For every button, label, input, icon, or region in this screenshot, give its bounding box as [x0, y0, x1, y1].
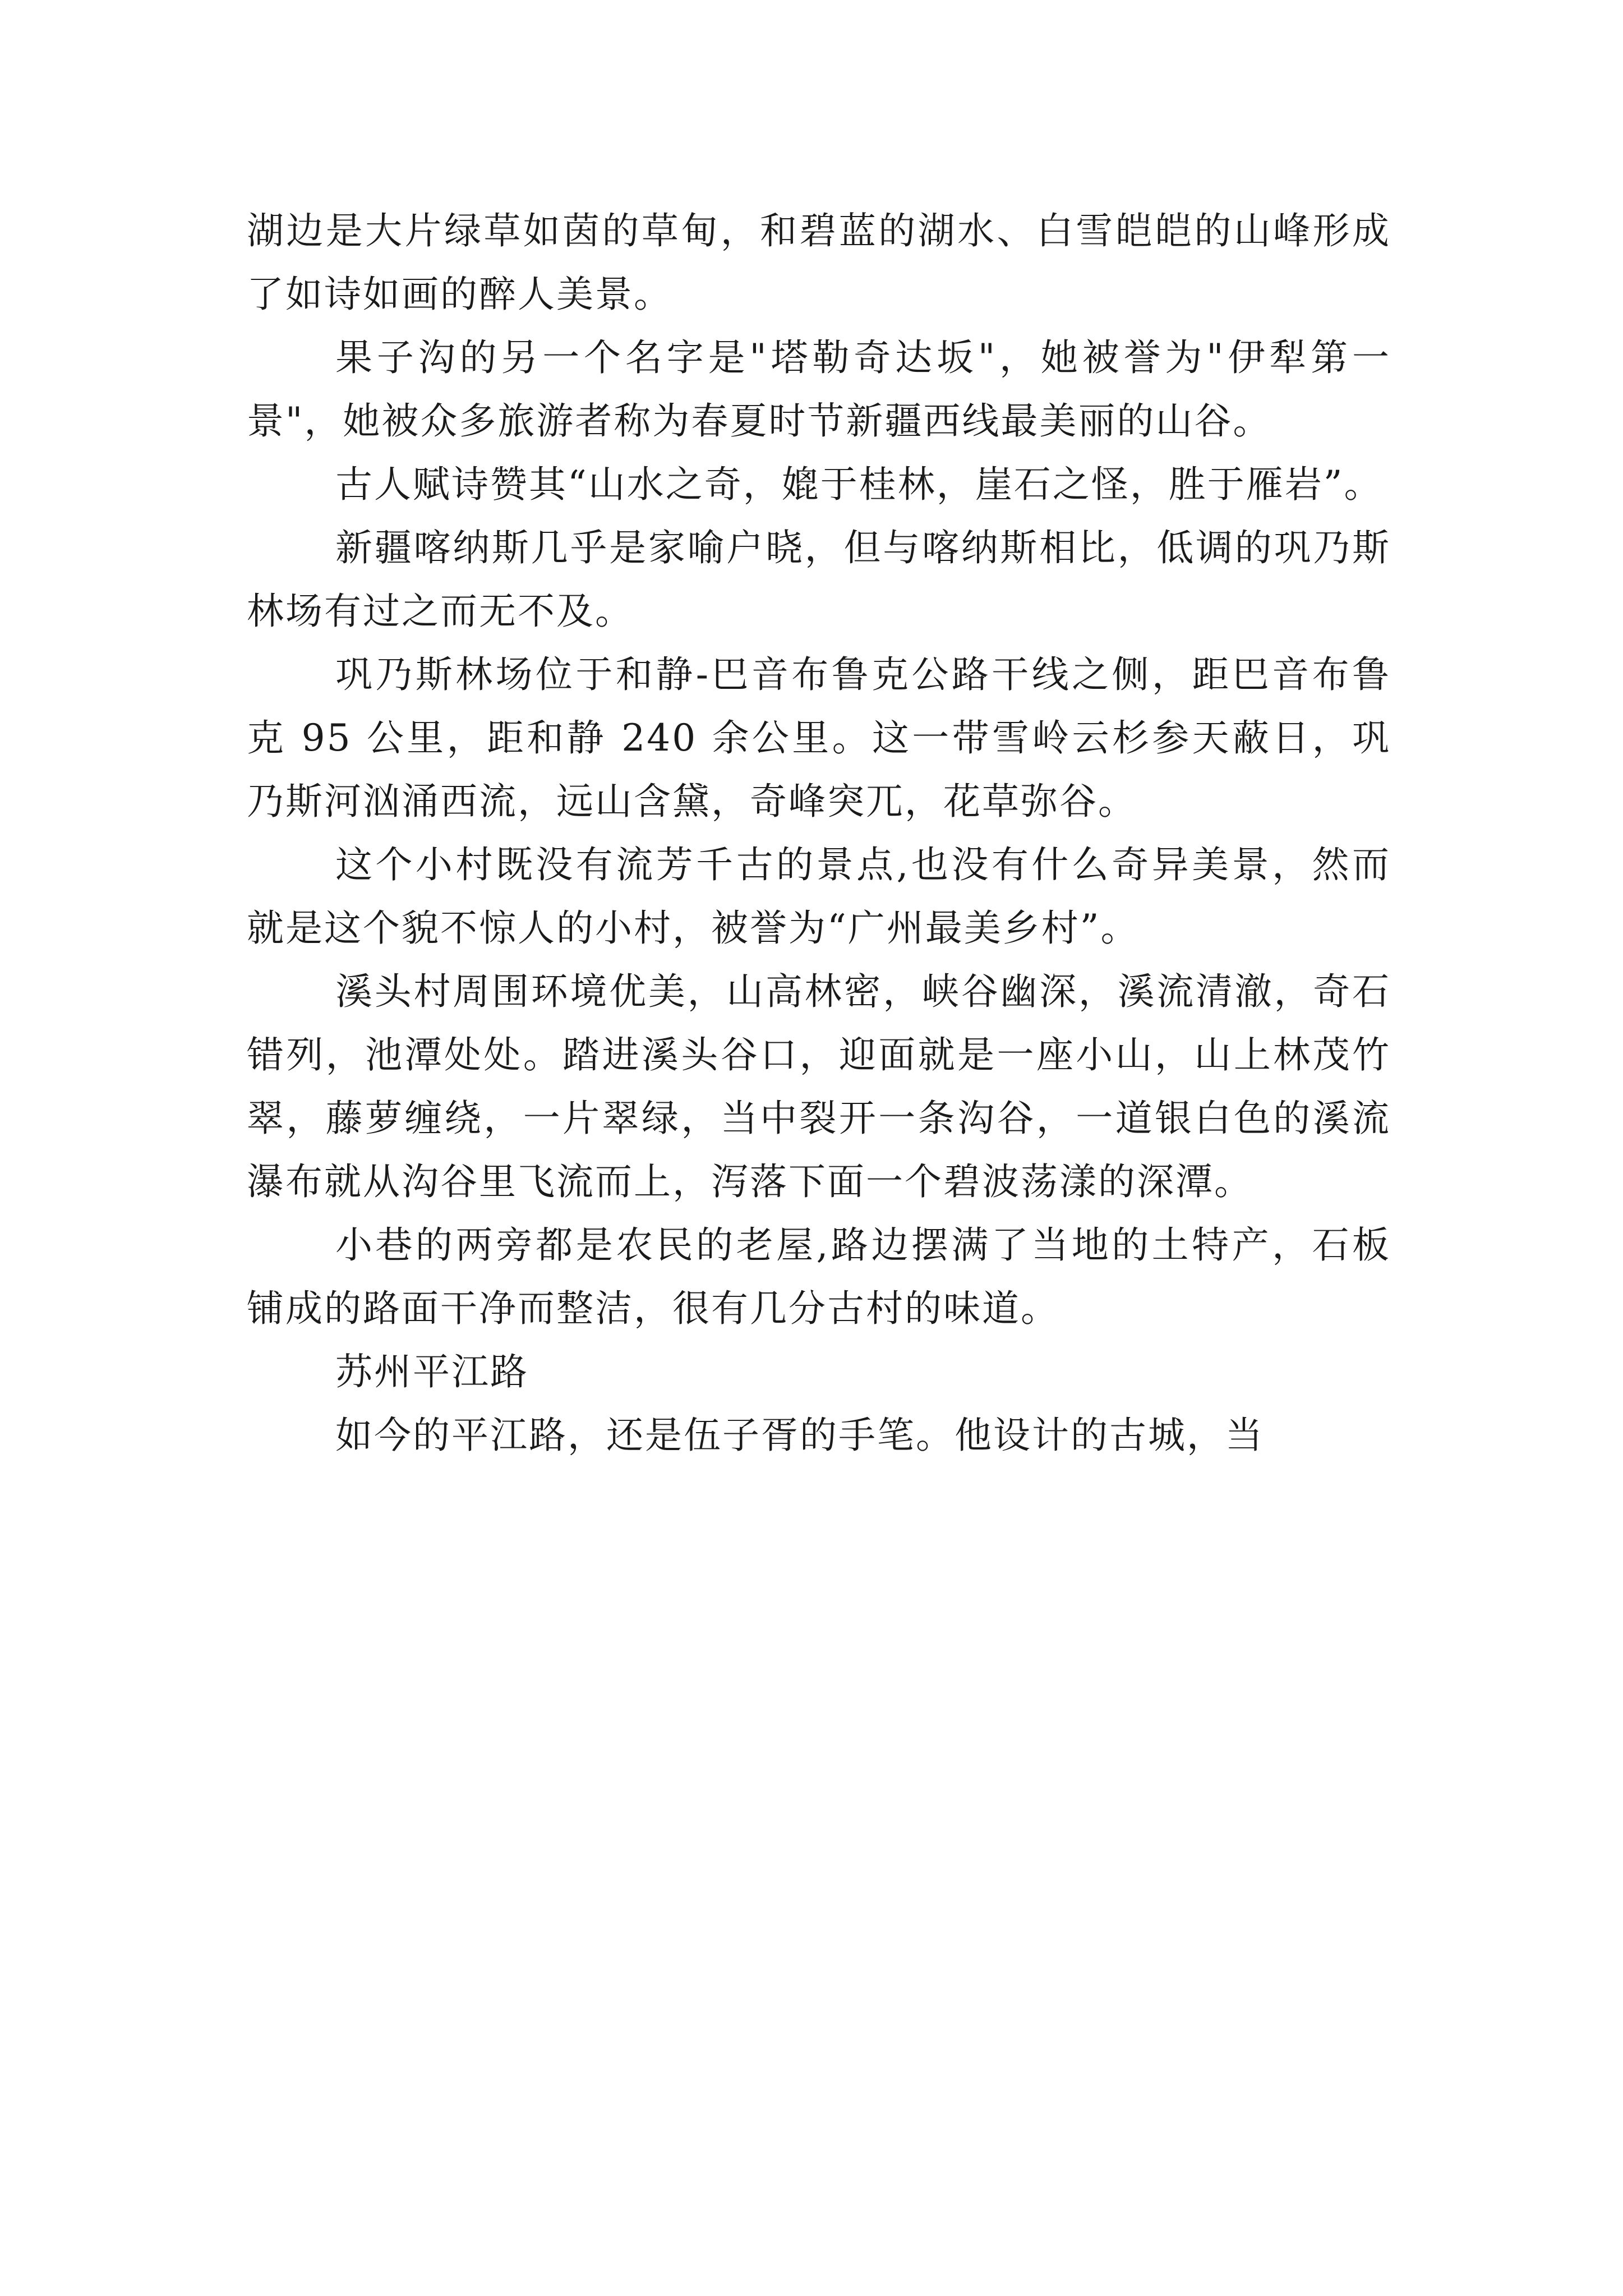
paragraph: 溪头村周围环境优美，山高林密，峡谷幽深，溪流清澈，奇石错列，池潭处处。踏进溪头谷口，迎面就是一座小山，山上林茂竹翠，藤萝缠绕，一片翠绿，当中裂开一条沟谷，一道银白色的溪流瀑布就从沟谷里飞流而上，泻落下面一个碧波荡漾的深潭。 [247, 970, 1391, 1203]
paragraph: 新疆喀纳斯几乎是家喻户晓，但与喀纳斯相比，低调的巩乃斯林场有过之而无不及。 [247, 526, 1391, 633]
paragraph: 小巷的两旁都是农民的老屋,路边摆满了当地的土特产，石板铺成的路面干净而整洁，很有几分古村的味道。 [247, 1223, 1391, 1330]
paragraph: 古人赋诗赞其“山水之奇，媲于桂林，崖石之怪，胜于雁岩”。 [335, 463, 1383, 506]
paragraph: 如今的平江路，还是伍子胥的手笔。他设计的古城，当 [335, 1414, 1264, 1457]
paragraph: 这个小村既没有流芳千古的景点,也没有什么奇异美景，然而就是这个貌不惊人的小村，被誉为“广州最美乡村”。 [247, 843, 1391, 950]
paragraph: 果子沟的另一个名字是"塔勒奇达坂"，她被誉为"伊犁第一景"，她被众多旅游者称为春夏时节新疆西线最美丽的山谷。 [247, 336, 1391, 443]
paragraph: 湖边是大片绿草如茵的草甸，和碧蓝的湖水、白雪皑皑的山峰形成了如诗如画的醉人美景。 [247, 209, 1391, 316]
section-heading: 苏州平江路 [335, 1350, 529, 1393]
paragraph: 巩乃斯林场位于和静-巴音布鲁克公路干线之侧，距巴音布鲁克 95 公里，距和静 240 余公里。这一带雪岭云杉参天蔽日，巩乃斯河汹涌西流，远山含黛，奇峰突兀，花草弥谷。 [247, 653, 1391, 823]
body-text [247, 199, 1391, 1467]
